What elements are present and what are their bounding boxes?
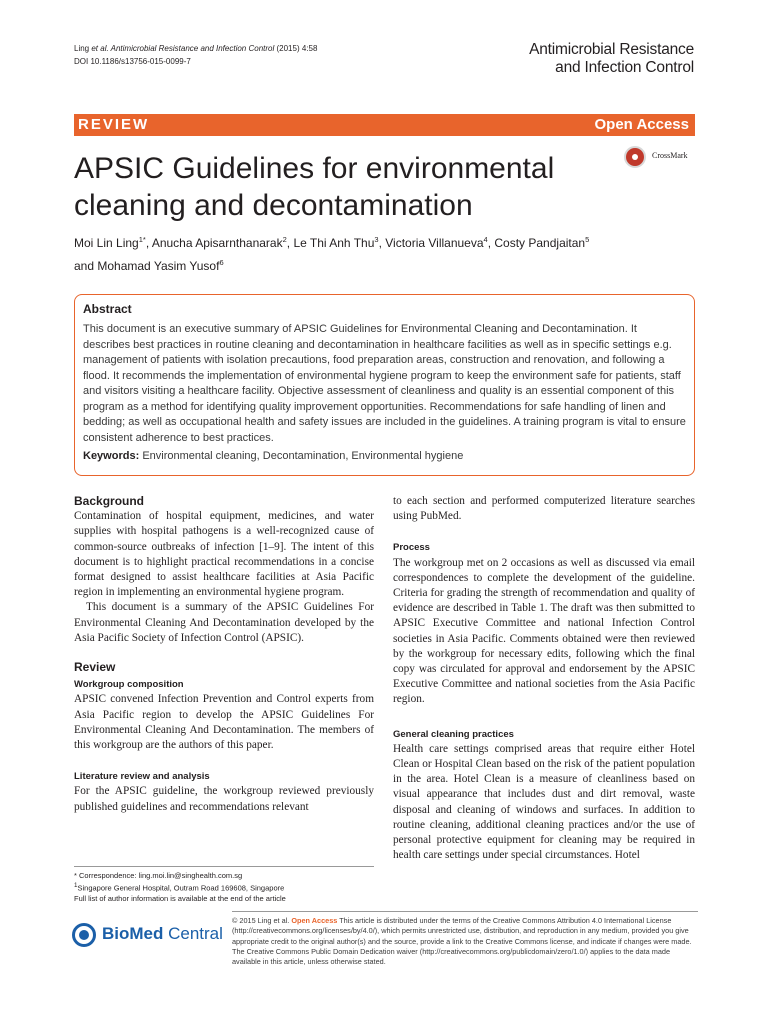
footnotes — [74, 871, 374, 904]
author-affiliation-sup: 1* — [138, 235, 146, 244]
abstract-box — [74, 294, 695, 476]
author-separator: , — [286, 236, 294, 250]
left-column — [74, 494, 374, 815]
license-text: This article is distributed under the terms of the Creative Commons Attribution 4.0 International License (http://creativecommons.org/licenses/by/4.0/), which permits unrestricted use, distribution, and reproduction in any medium, provided you give appropriate credit to the original author(s) and the source, provide a link to the Creative Commons license, and indicate if changes were made. The Creative Commons Public Domain Dedication waiver (http://creativecommons.org/publicdomain/zero/1.0/) applies to the data made available in this article, unless otherwise stated. — [232, 916, 692, 967]
affiliation-text: Singapore General Hospital, Outram Road 169608, Singapore — [77, 883, 285, 893]
background-paragraph-2: This document is a summary of the APSIC Guidelines For Environmental Cleaning And Decontamination developed by the Asia Pacific Society of Infection Control (APSIC). — [74, 601, 374, 644]
author-affiliation-sup: 4 — [483, 235, 488, 244]
citation-authors: Ling — [74, 44, 92, 53]
doi-link[interactable]: DOI 10.1186/s13756-015-0099-7 — [74, 57, 191, 66]
abstract-text: This document is an executive summary of APSIC Guidelines for Environmental Cleaning and Decontamination. It describes best practices in routine cleaning and decontamination in healthcare facilities as well as in specific settings e.g. management of patients with isolation precautions, food preparation areas, construction and renovation, and following a flood. It recommends the implementation of environmental hygiene program to keep the environment safe for patients, staff and visitors visiting a healthcare facility. Objective assessment of cleanliness and quality is an essential component of this program as a method for identifying quality improvement opportunities. Recommendations for safe handling of linen and bedding; as well as occupational health and safety issues are included in the guidelines. A training program is vital to ensure consistent adherence to best practices. — [83, 323, 686, 444]
subsection-heading-general-cleaning: General cleaning practices — [393, 728, 514, 740]
license-divider — [232, 911, 698, 912]
background-paragraph-1: Contamination of hospital equipment, medicines, and water supplies with hospital pathogens is a well-recognized cause of common-source outbreaks of infection [1–9]. The intent of this document is to highlight practical recommendations in a concise format designed to assist healthcare facilities at Asia Pacific region in implementing an environmental hygiene program. — [74, 510, 374, 599]
general-cleaning-paragraph: Health care settings comprised areas that require either Hotel Clean or Hospital Clean based on the risk of the patient population in the area. Hotel Clean is a measure of cleanliness based on visual appearance that includes dust and dirt removal, waste disposal and cleaning of windows and surfaces. In addition to routine cleaning, additional cleaning practices and/or the use of personal protective equipment for cleaning may be required in health care settings under special circumstances. Hotel — [393, 742, 695, 862]
affiliation-note — [74, 881, 374, 894]
journal-name-line1: Antimicrobial Resistance — [529, 41, 694, 58]
logo-rest-text: Central — [163, 924, 223, 943]
author-separator: and — [74, 259, 98, 273]
keywords-text: Environmental cleaning, Decontamination, Environmental hygiene — [142, 450, 464, 462]
author-affiliation-sup: 6 — [219, 258, 224, 267]
article-citation — [74, 42, 317, 68]
subsection-heading-process: Process — [393, 542, 430, 554]
correspondence-note: * Correspondence: ling.moi.lin@singhealth.com.sg — [74, 871, 243, 880]
full-list-note: Full list of author information is available at the end of the article — [74, 893, 286, 903]
right-column — [393, 494, 695, 863]
journal-name — [529, 41, 694, 77]
article-type-label: REVIEW — [78, 116, 150, 133]
crossmark-label: CrossMark — [652, 151, 688, 160]
workgroup-paragraph: APSIC convened Infection Prevention and Control experts from Asia Pacific region to develop the APSIC Guidelines For Environmental Cleaning And Decontamination. The members of this workgroup are the authors of this paper. — [74, 693, 374, 752]
author-affiliation-sup: 3 — [374, 235, 379, 244]
crossmark-icon — [624, 146, 646, 168]
author-separator: , — [145, 236, 152, 250]
author-affiliation-sup: 2 — [282, 235, 287, 244]
author-name[interactable]: Victoria Villanueva — [385, 236, 484, 250]
literature-paragraph: For the APSIC guideline, the workgroup reviewed previously published guidelines and recommendations relevant — [74, 785, 374, 813]
license-open-access: Open Access — [291, 916, 338, 925]
author-list — [74, 230, 634, 276]
subsection-heading-workgroup: Workgroup composition — [74, 679, 184, 691]
section-heading-review: Review — [74, 660, 116, 675]
keywords-label: Keywords: — [83, 450, 140, 462]
biomed-central-logo[interactable] — [72, 920, 222, 950]
citation-journal: et al. Antimicrobial Resistance and Infection Control — [91, 44, 275, 53]
author-affiliation-sup: 5 — [585, 235, 590, 244]
biomed-central-icon — [72, 923, 96, 947]
section-heading-background: Background — [74, 494, 145, 508]
abstract-heading: Abstract — [83, 302, 132, 316]
author-name[interactable]: Anucha Apisarnthanarak — [151, 236, 283, 250]
open-access-label: Open Access — [594, 116, 689, 133]
process-paragraph: The workgroup met on 2 occasions as well as discussed via email correspondences to complete the development of the guideline. Criteria for grading the strength of recommendation and quality of evidence are described in Table 1. The draft was then submitted to APSIC Executive Committee and national Infection Control societies in Asia Pacific. Comments obtained were then reviewed by the workgroup for necessary edits, following which the final copy was circulated for approval and endorsement by the APSIC Executive Committee and national societies from the Asia Pacific region. — [393, 556, 695, 706]
crossmark-badge[interactable] — [624, 146, 704, 172]
logo-bold-text: BioMed — [102, 924, 164, 943]
author-name[interactable]: Moi Lin Ling — [74, 236, 139, 250]
author-name[interactable]: Costy Pandjaitan — [494, 236, 586, 250]
footnote-divider — [74, 866, 374, 867]
journal-name-line2: and Infection Control — [555, 59, 694, 76]
author-separator: , — [487, 236, 495, 250]
keywords — [83, 449, 686, 464]
author-name[interactable]: Mohamad Yasim Yusof — [97, 259, 220, 273]
author-name[interactable]: Le Thi Anh Thu — [293, 236, 375, 250]
article-title: APSIC Guidelines for environmental cleaning and decontamination — [74, 152, 555, 222]
citation-year: (2015) 4:58 — [274, 44, 318, 53]
license-statement — [232, 916, 698, 967]
subsection-heading-literature: Literature review and analysis — [74, 771, 210, 783]
author-separator: , — [378, 236, 386, 250]
license-copyright: © 2015 Ling et al. — [232, 916, 292, 925]
affiliation-sup: 1 — [74, 882, 78, 889]
article-type-banner — [74, 114, 695, 136]
literature-continuation: to each section and performed computerized literature searches using PubMed. — [393, 495, 695, 523]
